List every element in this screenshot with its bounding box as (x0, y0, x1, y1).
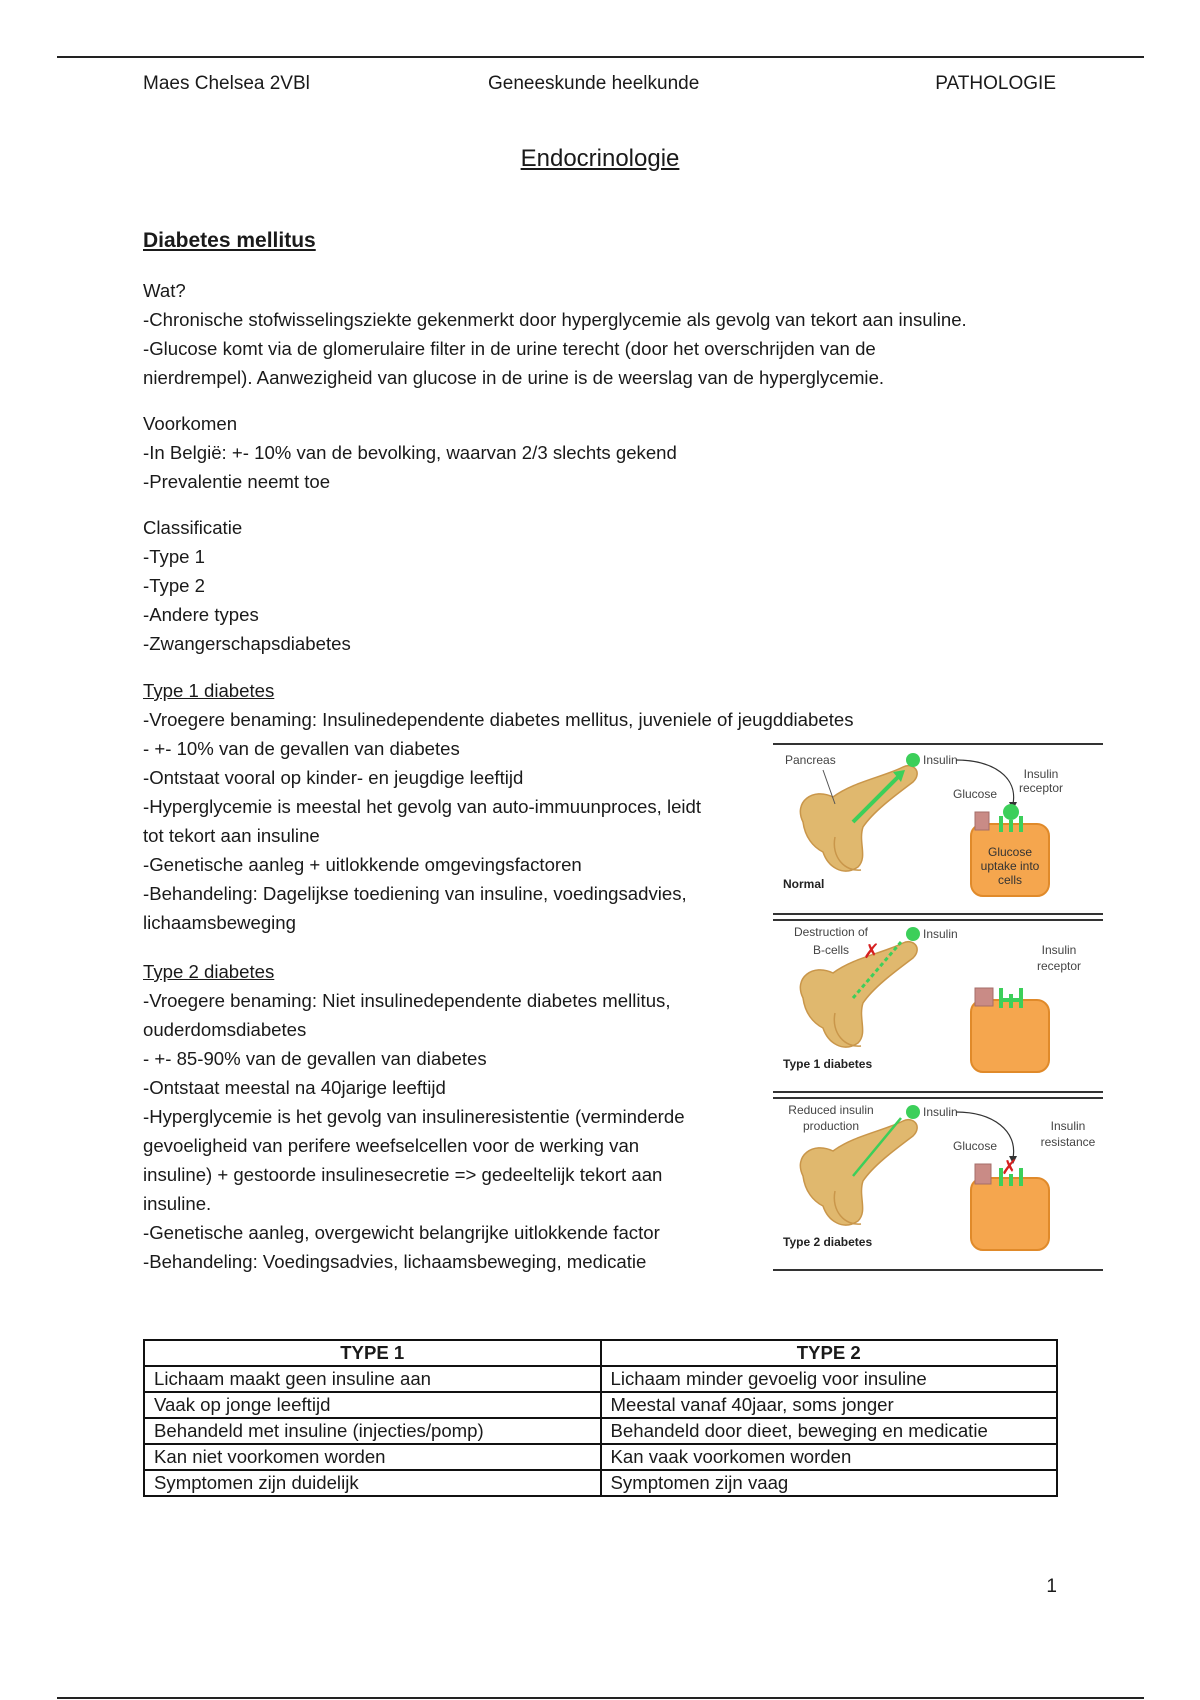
voorkomen-block (143, 409, 677, 496)
comparison-table (143, 1339, 1058, 1497)
type2-heading: Type 2 diabetes (143, 961, 275, 982)
wat-label: Wat? (143, 280, 186, 301)
type1-line: -Genetische aanleg + uitlokkende omgevingsfactoren (143, 854, 582, 875)
wat-line: -Chronische stofwisselingsziekte gekenmerkt door hyperglycemie als gevolg van tekort aan insuline. (143, 309, 967, 330)
type1-line: -Ontstaat vooral op kinder- en jeugdige leeftijd (143, 767, 524, 788)
type1-line: -Hyperglycemie is meestal het gevolg van auto-immuunproces, leidt (143, 796, 702, 817)
fig-label: Insulin (923, 753, 958, 767)
classificatie-line: -Type 1 (143, 546, 206, 567)
type2-line: insuline) + gestoorde insulinesecretie => gedeeltelijk tekort aan (143, 1164, 663, 1185)
fig-label: cells (997, 873, 1023, 887)
table-cell: Symptomen zijn vaag (601, 1470, 1058, 1496)
glucose-transporter-icon (975, 988, 993, 1006)
bottom-rule (57, 1697, 1144, 1699)
wat-block (143, 276, 967, 392)
top-rule (57, 56, 1144, 58)
fig-label: Insulin (923, 927, 958, 941)
table-row (144, 1470, 1057, 1496)
type2-block (143, 957, 685, 1276)
table-row (144, 1418, 1057, 1444)
cell-icon (971, 1000, 1049, 1072)
fig-label: Glucose (953, 787, 998, 801)
table-row (144, 1444, 1057, 1470)
fig-label: Pancreas (785, 753, 836, 767)
wat-line: nierdrempel). Aanwezigheid van glucose in de urine is de weerslag van de hyperglycemie. (143, 367, 885, 388)
type2-line: ouderdomsdiabetes (143, 1019, 307, 1040)
table-cell: Kan niet voorkomen worden (144, 1444, 601, 1470)
classificatie-block (143, 513, 351, 658)
type1-line: tot tekort aan insuline (143, 825, 320, 846)
fig-label: receptor (1036, 959, 1082, 973)
fig-label: Glucose (987, 845, 1033, 859)
fig-label: production (802, 1119, 860, 1133)
panel-normal (783, 753, 1063, 896)
type2-line: -Vroegere benaming: Niet insulinedependente diabetes mellitus, (143, 990, 671, 1011)
panel-type1 (783, 925, 1081, 1072)
classificatie-line: -Zwangerschapsdiabetes (143, 633, 351, 654)
classificatie-line: -Type 2 (143, 575, 206, 596)
voorkomen-line: -Prevalentie neemt toe (143, 471, 331, 492)
insulin-icon (906, 753, 920, 767)
insulin-icon (906, 927, 920, 941)
insulin-icon (906, 1105, 920, 1119)
table-cell: Behandeld met insuline (injecties/pomp) (144, 1418, 601, 1444)
section-title: Diabetes mellitus (143, 229, 316, 252)
type2-line: -Hyperglycemie is het gevolg van insulineresistentie (verminderde (143, 1106, 685, 1127)
fig-label: Insulin (1041, 943, 1077, 957)
table-header: TYPE 2 (601, 1340, 1058, 1366)
fig-label: Insulin (923, 1105, 958, 1119)
table-cell: Lichaam minder gevoelig voor insuline (601, 1366, 1058, 1392)
page-title: Endocrinologie (520, 145, 680, 172)
panel-type2 (783, 1103, 1096, 1250)
pancreas-icon (800, 1120, 917, 1225)
glucose-transporter-icon (975, 1164, 991, 1184)
table-row (144, 1366, 1057, 1392)
page-number: 1 (1046, 1576, 1057, 1597)
fig-label: receptor (1018, 781, 1064, 795)
wat-line: -Glucose komt via de glomerulaire filter in de urine terecht (door het overschrijden van de (143, 338, 876, 359)
fig-label: Insulin (1023, 767, 1059, 781)
type1-heading: Type 1 diabetes (143, 680, 275, 701)
type1-line: -Vroegere benaming: Insulinedependente diabetes mellitus, juveniele of jeugddiabetes (143, 709, 854, 730)
voorkomen-label: Voorkomen (143, 413, 238, 434)
classificatie-line: -Andere types (143, 604, 259, 625)
table-cell: Behandeld door dieet, beweging en medicatie (601, 1418, 1058, 1444)
x-mark-icon: ✗ (863, 941, 880, 963)
page-header (143, 73, 1056, 99)
type1-block (143, 676, 854, 937)
table-cell: Kan vaak voorkomen worden (601, 1444, 1058, 1470)
table-row (144, 1392, 1057, 1418)
glucose-transporter-icon (975, 812, 989, 830)
table-header: TYPE 1 (144, 1340, 601, 1366)
fig-label: uptake into (980, 859, 1040, 873)
table-cell: Meestal vanaf 40jaar, soms jonger (601, 1392, 1058, 1418)
voorkomen-line: -In België: +- 10% van de bevolking, waarvan 2/3 slechts gekend (143, 442, 677, 463)
type2-line: -Ontstaat meestal na 40jarige leeftijd (143, 1077, 446, 1098)
type1-line: - +- 10% van de gevallen van diabetes (143, 738, 460, 759)
pancreas-icon (800, 942, 917, 1047)
header-author: Maes Chelsea 2VBl (143, 73, 310, 94)
cell-icon (971, 1178, 1049, 1250)
header-course: Geneeskunde heelkunde (488, 73, 700, 94)
diabetes-illustration (773, 742, 1103, 1272)
type2-line: - +- 85-90% van de gevallen van diabetes (143, 1048, 487, 1069)
header-subject: PATHOLOGIE (935, 73, 1056, 94)
table-cell: Symptomen zijn duidelijk (144, 1470, 601, 1496)
fig-label: Insulin (1050, 1119, 1086, 1133)
fig-label: resistance (1040, 1135, 1096, 1149)
type2-line: -Genetische aanleg, overgewicht belangrijke uitlokkende factor (143, 1222, 660, 1243)
panel-label: Normal (783, 877, 825, 891)
fig-label: Glucose (953, 1139, 998, 1153)
fig-label: Destruction of (793, 925, 869, 939)
fig-label: B-cells (812, 943, 850, 957)
panel-label: Type 1 diabetes (783, 1057, 873, 1071)
type2-line: insuline. (143, 1193, 212, 1214)
x-mark-icon: ✗ (1001, 1157, 1018, 1179)
table-header-row (144, 1340, 1057, 1366)
table-cell: Vaak op jonge leeftijd (144, 1392, 601, 1418)
table-cell: Lichaam maakt geen insuline aan (144, 1366, 601, 1392)
type2-line: gevoeligheid van perifere weefselcellen voor de werking van (143, 1135, 640, 1156)
type2-line: -Behandeling: Voedingsadvies, lichaamsbeweging, medicatie (143, 1251, 647, 1272)
panel-label: Type 2 diabetes (783, 1235, 873, 1249)
fig-label: Reduced insulin (788, 1103, 874, 1117)
type1-line: -Behandeling: Dagelijkse toediening van insuline, voedingsadvies, (143, 883, 687, 904)
type1-line: lichaamsbeweging (143, 912, 296, 933)
classificatie-label: Classificatie (143, 517, 243, 538)
